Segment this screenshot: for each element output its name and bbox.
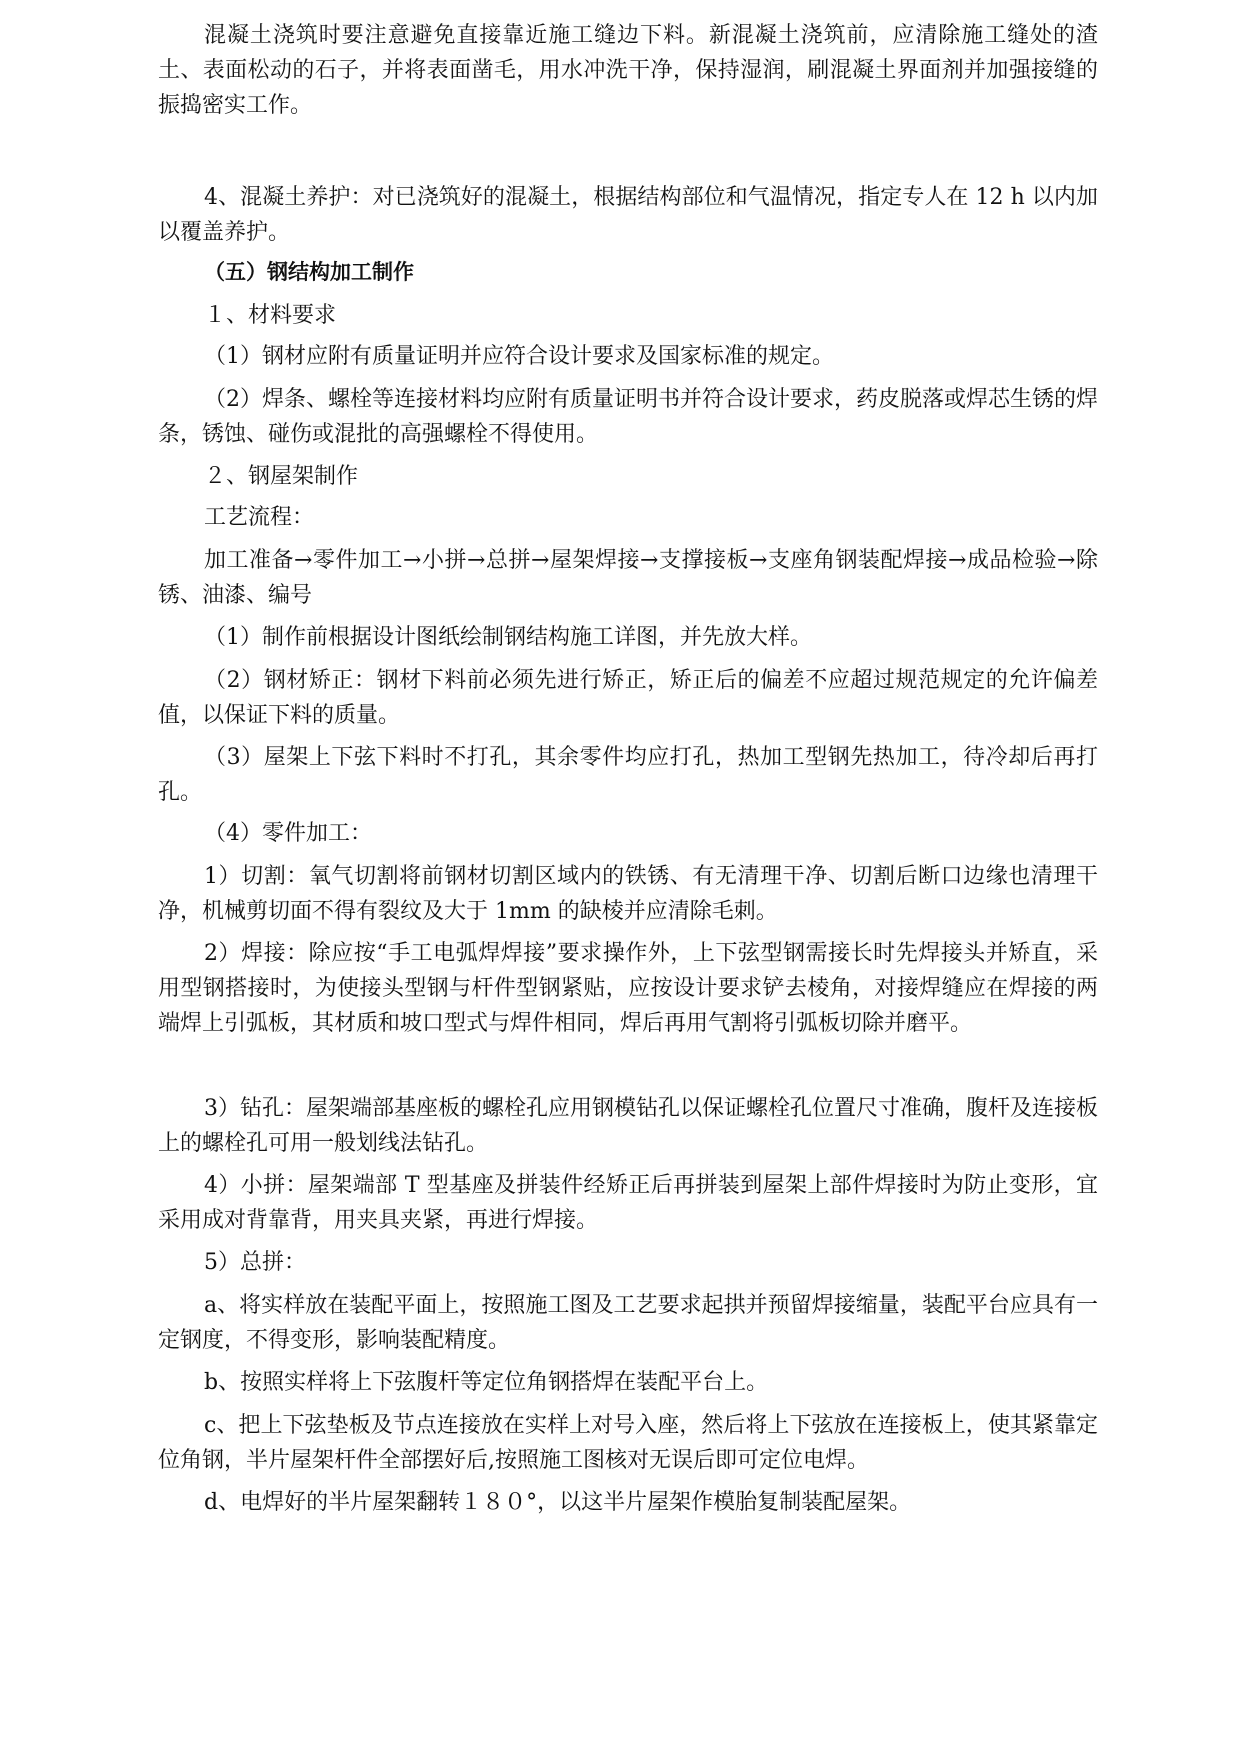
paragraph-drilling: 3）钻孔：屋架端部基座板的螺栓孔应用钢模钻孔以保证螺栓孔位置尺寸准确，腹杆及连接板上的螺栓孔可用一般划线法钻孔。: [158, 1096, 1099, 1156]
paragraph-steel: （1）钢材应附有质量证明并应符合设计要求及国家标准的规定。: [204, 344, 834, 369]
paragraph-curing: 4、混凝土养护：对已浇筑好的混凝土，根据结构部位和气温情况，指定专人在 12 h 以内加以覆盖养护。: [158, 185, 1098, 245]
paragraph-welding-rod: （2）焊条、螺栓等连接材料均应附有质量证明书并符合设计要求，药皮脱落或焊芯生锈的焊条，锈蚀、碰伤或混批的高强螺栓不得使用。: [158, 387, 1099, 447]
paragraph-process-flow: 加工准备→零件加工→小拼→总拼→屋架焊接→支撑接板→支座角钢装配焊接→成品检验→除锈、油漆、编号: [158, 548, 1098, 608]
paragraph-assembly-b: b、按照实样将上下弦腹杆等定位角钢搭焊在装配平台上。: [204, 1370, 769, 1395]
paragraph-welding: 2）焊接：除应按“手工电弧焊焊接”要求操作外，上下弦型钢需接长时先焊接头并矫直，采用型钢搭接时，为使接头型钢与杆件型钢紧贴，应按设计要求铲去棱角，对接焊缝应在焊接的两端焊上引弧板，其材质和坡口型式与焊件相同，焊后再用气割将引弧板切除并磨平。: [158, 941, 1098, 1036]
paragraph-step-4: （4）零件加工：: [204, 821, 372, 846]
section-heading: （五）钢结构加工制作: [204, 260, 414, 284]
paragraph-step-2: （2）钢材矫正：钢材下料前必须先进行矫正，矫正后的偏差不应超过规范规定的允许偏差值，以保证下料的质量。: [158, 668, 1098, 728]
paragraph-step-3: （3）屋架上下弦下料时不打孔，其余零件均应打孔，热加工型钢先热加工，待冷却后再打孔。: [158, 745, 1098, 805]
paragraph-step-1: （1）制作前根据设计图纸绘制钢结构施工详图，并先放大样。: [204, 625, 812, 650]
subheading-roof-truss: ２、钢屋架制作: [204, 464, 359, 489]
label-process-flow: 工艺流程：: [204, 505, 315, 530]
paragraph-assembly-d: d、电焊好的半片屋架翻转１８０°，以这半片屋架作模胎复制装配屋架。: [204, 1490, 912, 1515]
paragraph-small-assembly: 4）小拼：屋架端部 T 型基座及拼装件经矫正后再拼装到屋架上部件焊接时为防止变形，宜采用成对背靠背，用夹具夹紧，再进行焊接。: [158, 1173, 1098, 1233]
subheading-material: １、材料要求: [204, 303, 337, 328]
paragraph-construction-joint: 混凝土浇筑时要注意避免直接靠近施工缝边下料。新混凝土浇筑前，应清除施工缝处的渣土、表面松动的石子，并将表面凿毛，用水冲洗干净，保持湿润，刷混凝土界面剂并加强接缝的振捣密实工作。: [158, 23, 1098, 118]
paragraph-general-assembly: 5）总拼：: [204, 1250, 306, 1275]
paragraph-assembly-a: a、将实样放在装配平面上，按照施工图及工艺要求起拱并预留焊接缩量，装配平台应具有一定钢度，不得变形，影响装配精度。: [158, 1293, 1098, 1353]
paragraph-assembly-c: c、把上下弦垫板及节点连接放在实样上对号入座，然后将上下弦放在连接板上，使其紧靠定位角钢，半片屋架杆件全部摆好后,按照施工图核对无误后即可定位电焊。: [158, 1413, 1098, 1473]
paragraph-cutting: 1）切割：氧气切割将前钢材切割区域内的铁锈、有无清理干净、切割后断口边缘也清理干净，机械剪切面不得有裂纹及大于 1mm 的缺棱并应清除毛刺。: [158, 864, 1098, 924]
